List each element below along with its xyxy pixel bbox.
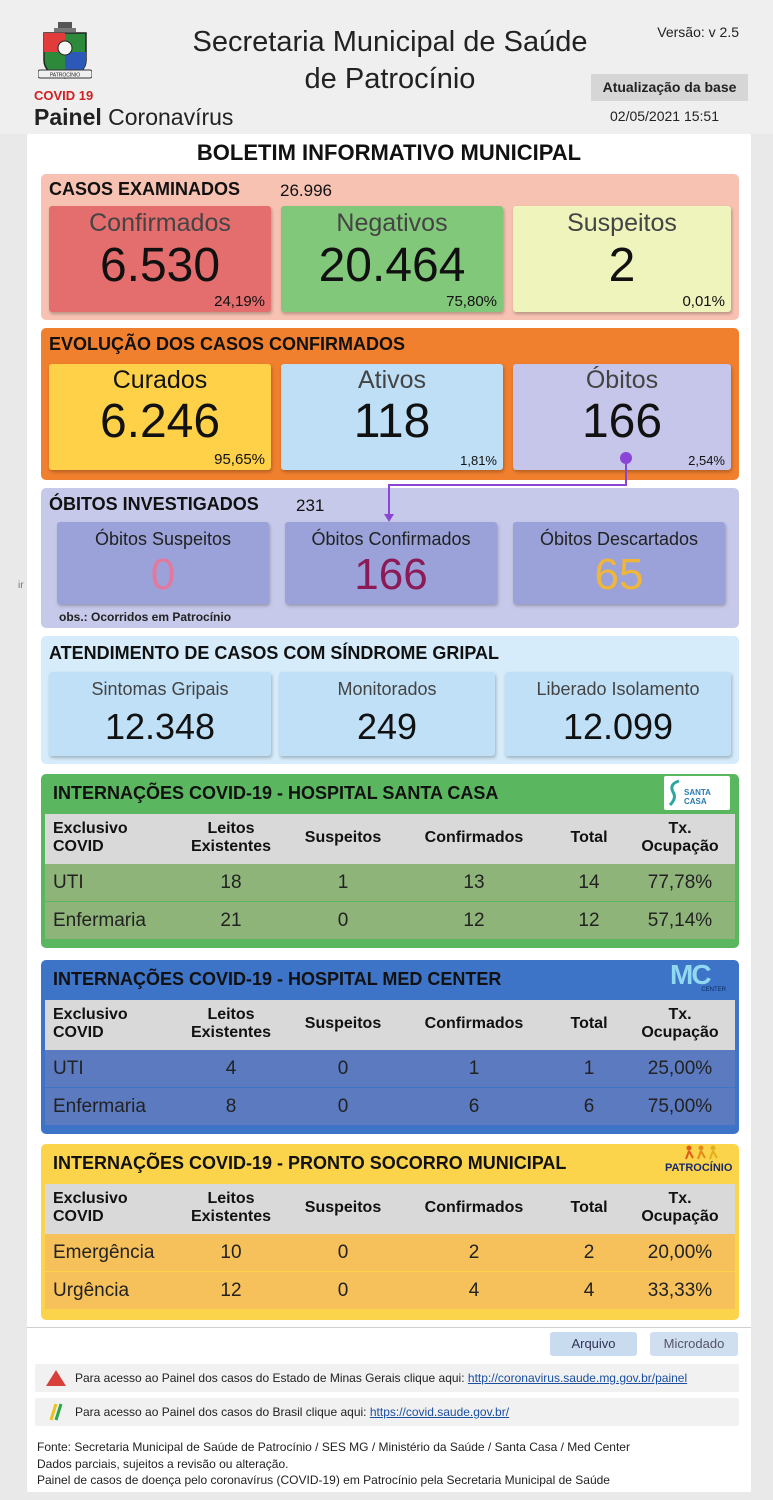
table-cell-confirmados: 6 (468, 1096, 480, 1117)
side-fragment: ir (18, 580, 24, 591)
table-cell-name: UTI (53, 872, 84, 893)
runners-icon (681, 1145, 723, 1161)
header-text: Exclusivo (53, 1190, 128, 1207)
table-cell-tx: 33,33% (647, 1280, 713, 1301)
table-header-cell (287, 829, 399, 847)
table-cell-tx: 25,00% (647, 1058, 713, 1079)
negativos-label: Negativos (336, 209, 448, 237)
header-text: COVID (53, 838, 104, 855)
obitos-suspeitos-label: Óbitos Suspeitos (94, 529, 232, 549)
main-card (27, 134, 751, 1492)
table-cell-confirmados: 12 (463, 910, 485, 931)
table-header-cell (175, 820, 287, 856)
section-med-center (41, 960, 739, 1134)
curados-card (49, 364, 271, 470)
header-text: Total (570, 1015, 608, 1032)
header-text: Tx. (668, 820, 692, 837)
santa-casa-logo-icon (667, 778, 683, 808)
table-header-cell (53, 1190, 183, 1226)
header-text: Exclusivo (53, 820, 128, 837)
table-cell-total: 6 (583, 1096, 595, 1117)
table-cell-total: 14 (578, 872, 600, 893)
confirmados-value: 6.530 (99, 239, 221, 292)
header-text: Suspeitos (304, 829, 382, 846)
table-cell-confirmados: 2 (468, 1242, 480, 1263)
header-text: Total (570, 829, 608, 846)
table-cell-confirmados: 4 (468, 1280, 480, 1301)
br-link-label: Para acesso ao Painel dos casos do Brasil clique aqui: (75, 1405, 367, 1419)
table-cell-suspeitos: 0 (337, 1058, 349, 1079)
footer-line1: Fonte: Secretaria Municipal de Saúde de Patrocínio / SES MG / Ministério da Saúde / Santa Casa / Med Center (37, 1440, 630, 1454)
obitos-descartados-value: 65 (594, 550, 644, 599)
obitos-value: 166 (581, 395, 663, 448)
liberado-label: Liberado Isolamento (536, 679, 700, 699)
section-examinados (41, 174, 739, 320)
table-cell-suspeitos: 0 (337, 1242, 349, 1263)
negativos-value: 20.464 (318, 239, 466, 292)
obitos-label: Óbitos (585, 366, 659, 394)
page-title-line2: de Patrocínio (304, 63, 476, 95)
table-header-row (45, 1000, 735, 1050)
header-text: Confirmados (424, 829, 524, 846)
section-sindrome-gripal (41, 636, 739, 764)
curados-pct: 95,65% (214, 451, 265, 468)
header-text: Ocupação (641, 1024, 719, 1041)
table-header-cell (287, 1199, 399, 1217)
sintomas-card (49, 672, 271, 756)
table-cell-leitos: 21 (220, 910, 242, 931)
obitos-descartados-card (513, 522, 725, 604)
table-cell-total: 4 (583, 1280, 595, 1301)
sintomas-label: Sintomas Gripais (91, 679, 229, 699)
pronto-socorro-logo-text: PATROCÍNIO (665, 1162, 733, 1174)
pronto-socorro-logo (663, 1145, 733, 1181)
table-cell-leitos: 4 (225, 1058, 237, 1079)
table-cell-name: UTI (53, 1058, 84, 1079)
table-header-row (45, 814, 735, 864)
table-cell-tx: 75,00% (647, 1096, 713, 1117)
suspeitos-value: 2 (608, 239, 636, 292)
page-title-line1: Secretaria Municipal de Saúde (192, 26, 588, 58)
covid19-label: COVID 19 (34, 88, 94, 103)
table-header-cell (549, 1015, 629, 1033)
table-header-cell (53, 820, 183, 856)
table-header-cell (399, 829, 549, 847)
curados-label: Curados (112, 366, 208, 394)
med-center-table (45, 1000, 735, 1126)
curados-value: 6.246 (99, 395, 221, 448)
header-text: Confirmados (424, 1015, 524, 1032)
arquivo-button[interactable]: Arquivo (550, 1332, 637, 1356)
section-santa-casa (41, 774, 739, 948)
table-cell-suspeitos: 0 (337, 1280, 349, 1301)
table-row (45, 1088, 735, 1125)
suspeitos-label: Suspeitos (567, 209, 677, 237)
confirmados-label: Confirmados (89, 209, 231, 237)
header-text: Existentes (190, 1024, 272, 1041)
table-cell-tx: 77,78% (647, 872, 713, 893)
table-header-cell (175, 1006, 287, 1042)
ativos-label: Ativos (357, 366, 427, 394)
confirmados-card (49, 206, 271, 312)
section-obitos-investigados (41, 488, 739, 628)
santa-casa-title: INTERNAÇÕES COVID-19 - HOSPITAL SANTA CASA (53, 783, 499, 803)
obitos-pct: 2,54% (688, 453, 725, 468)
header-text: Leitos (207, 1190, 255, 1207)
negativos-pct: 75,80% (446, 293, 497, 310)
table-row (45, 1272, 735, 1309)
header-text: Tx. (668, 1006, 692, 1023)
footer-line3: Painel de casos de doença pelo coronavírus (COVID-19) em Patrocínio pela Secretaria Municipal de Saúde (37, 1473, 610, 1487)
table-header-cell (287, 1015, 399, 1033)
obitos-confirmados-card (285, 522, 497, 604)
sintomas-value: 12.348 (104, 706, 216, 747)
obitos-inv-title: ÓBITOS INVESTIGADOS (49, 494, 259, 514)
mg-link[interactable]: http://coronavirus.saude.mg.gov.br/painel (467, 1371, 688, 1385)
svg-text:PATROCÍNIO: PATROCÍNIO (49, 72, 81, 79)
mg-link-row (35, 1364, 739, 1392)
table-cell-total: 1 (583, 1058, 595, 1079)
table-cell-name: Enfermaria (53, 910, 146, 931)
obitos-inv-total: 231 (296, 496, 325, 515)
minas-gerais-icon (45, 1369, 67, 1387)
monitorados-label: Monitorados (337, 679, 437, 699)
table-header-cell (549, 829, 629, 847)
table-header-cell (399, 1015, 549, 1033)
header-text: Total (570, 1199, 608, 1216)
ativos-card (281, 364, 503, 470)
divider (27, 1327, 751, 1328)
br-link-row (35, 1398, 739, 1426)
section-evolucao (41, 328, 739, 480)
header-text: Ocupação (641, 1208, 719, 1225)
boletim-title: BOLETIM INFORMATIVO MUNICIPAL (196, 140, 582, 165)
mg-link-text (75, 1364, 687, 1392)
ativos-value: 118 (353, 395, 431, 448)
obitos-descartados-label: Óbitos Descartados (539, 529, 699, 549)
table-cell-total: 12 (578, 910, 600, 931)
header-text: Exclusivo (53, 1006, 128, 1023)
table-cell-name: Enfermaria (53, 1096, 146, 1117)
header-text: Existentes (190, 1208, 272, 1225)
header-text: Ocupação (641, 838, 719, 855)
table-cell-tx: 20,00% (647, 1242, 713, 1263)
brasil-icon (45, 1403, 67, 1421)
obitos-obs: obs.: Ocorridos em Patrocínio (59, 610, 232, 624)
table-cell-total: 2 (583, 1242, 595, 1263)
ativos-pct: 1,81% (460, 453, 497, 468)
obitos-card (513, 364, 731, 470)
table-header-cell (629, 1190, 731, 1226)
table-cell-confirmados: 1 (468, 1058, 480, 1079)
santa-casa-table (45, 814, 735, 940)
city-crest-icon (38, 22, 92, 82)
table-cell-tx: 57,14% (647, 910, 713, 931)
table-row (45, 1234, 735, 1271)
suspeitos-card (513, 206, 731, 312)
table-header-cell (399, 1199, 549, 1217)
header-text: Tx. (668, 1190, 692, 1207)
painel-bold: Painel (34, 104, 102, 130)
header-text: Existentes (190, 838, 272, 855)
med-center-logo-text: MC (670, 959, 710, 990)
version-label: Versão: v 2.5 (657, 24, 739, 40)
update-datetime: 02/05/2021 15:51 (610, 108, 719, 124)
table-cell-name: Urgência (53, 1280, 130, 1301)
update-label: Atualização da base (591, 74, 748, 101)
santa-casa-logo (664, 776, 730, 810)
header-text: COVID (53, 1208, 104, 1225)
negativos-card (281, 206, 503, 312)
br-link-text (75, 1398, 509, 1426)
confirmados-pct: 24,19% (214, 293, 265, 310)
header-text: Suspeitos (304, 1199, 382, 1216)
header-text: Leitos (207, 1006, 255, 1023)
santa-casa-logo-text: SANTA CASA (684, 788, 711, 806)
suspeitos-pct: 0,01% (682, 293, 725, 310)
br-link[interactable]: https://covid.saude.gov.br/ (369, 1405, 510, 1419)
table-cell-leitos: 18 (220, 872, 242, 893)
microdado-button[interactable]: Microdado (650, 1332, 738, 1356)
obitos-confirmados-value: 166 (354, 550, 428, 599)
evolucao-title: EVOLUÇÃO DOS CASOS CONFIRMADOS (49, 334, 406, 354)
monitorados-value: 249 (356, 706, 418, 747)
header-text: COVID (53, 1024, 104, 1041)
page-title (150, 24, 630, 98)
table-cell-suspeitos: 1 (337, 872, 349, 893)
table-header-cell (629, 1006, 731, 1042)
obitos-suspeitos-value: 0 (150, 550, 176, 599)
table-cell-confirmados: 13 (463, 872, 485, 893)
table-cell-leitos: 12 (220, 1280, 242, 1301)
table-cell-name: Emergência (53, 1242, 155, 1263)
liberado-card (505, 672, 731, 756)
footer-line2: Dados parciais, sujeitos a revisão ou alteração. (37, 1456, 289, 1471)
painel-title (34, 104, 233, 131)
table-cell-leitos: 8 (225, 1096, 237, 1117)
header-text: Leitos (207, 820, 255, 837)
sindrome-title: ATENDIMENTO DE CASOS COM SÍNDROME GRIPAL (49, 643, 500, 663)
table-header-row (45, 1184, 735, 1234)
table-header-cell (549, 1199, 629, 1217)
table-row (45, 1050, 735, 1087)
footer-source (37, 1439, 630, 1489)
obitos-suspeitos-card (57, 522, 269, 604)
mg-link-label: Para acesso ao Painel dos casos do Estado de Minas Gerais clique aqui: (75, 1371, 465, 1385)
table-row (45, 864, 735, 901)
table-header-cell (629, 820, 731, 856)
med-center-logo (670, 959, 726, 995)
table-header-cell (175, 1190, 287, 1226)
table-header-cell (53, 1006, 183, 1042)
table-cell-suspeitos: 0 (337, 910, 349, 931)
table-row (45, 902, 735, 939)
med-center-title: INTERNAÇÕES COVID-19 - HOSPITAL MED CENTER (53, 969, 502, 989)
header-text: Suspeitos (304, 1015, 382, 1032)
table-cell-leitos: 10 (220, 1242, 242, 1263)
painel-rest: Coronavírus (108, 104, 234, 130)
header-text: Confirmados (424, 1199, 524, 1216)
liberado-value: 12.099 (562, 706, 674, 747)
table-cell-suspeitos: 0 (337, 1096, 349, 1117)
med-center-logo-sub: CENTER (701, 987, 726, 993)
examinados-title: CASOS EXAMINADOS (49, 179, 241, 199)
pronto-socorro-table (45, 1184, 735, 1312)
examinados-total: 26.996 (280, 181, 332, 200)
obitos-confirmados-label: Óbitos Confirmados (311, 529, 471, 549)
pronto-socorro-title: INTERNAÇÕES COVID-19 - PRONTO SOCORRO MUNICIPAL (53, 1153, 567, 1173)
page-header (0, 0, 773, 134)
section-pronto-socorro (41, 1144, 739, 1320)
monitorados-card (279, 672, 495, 756)
